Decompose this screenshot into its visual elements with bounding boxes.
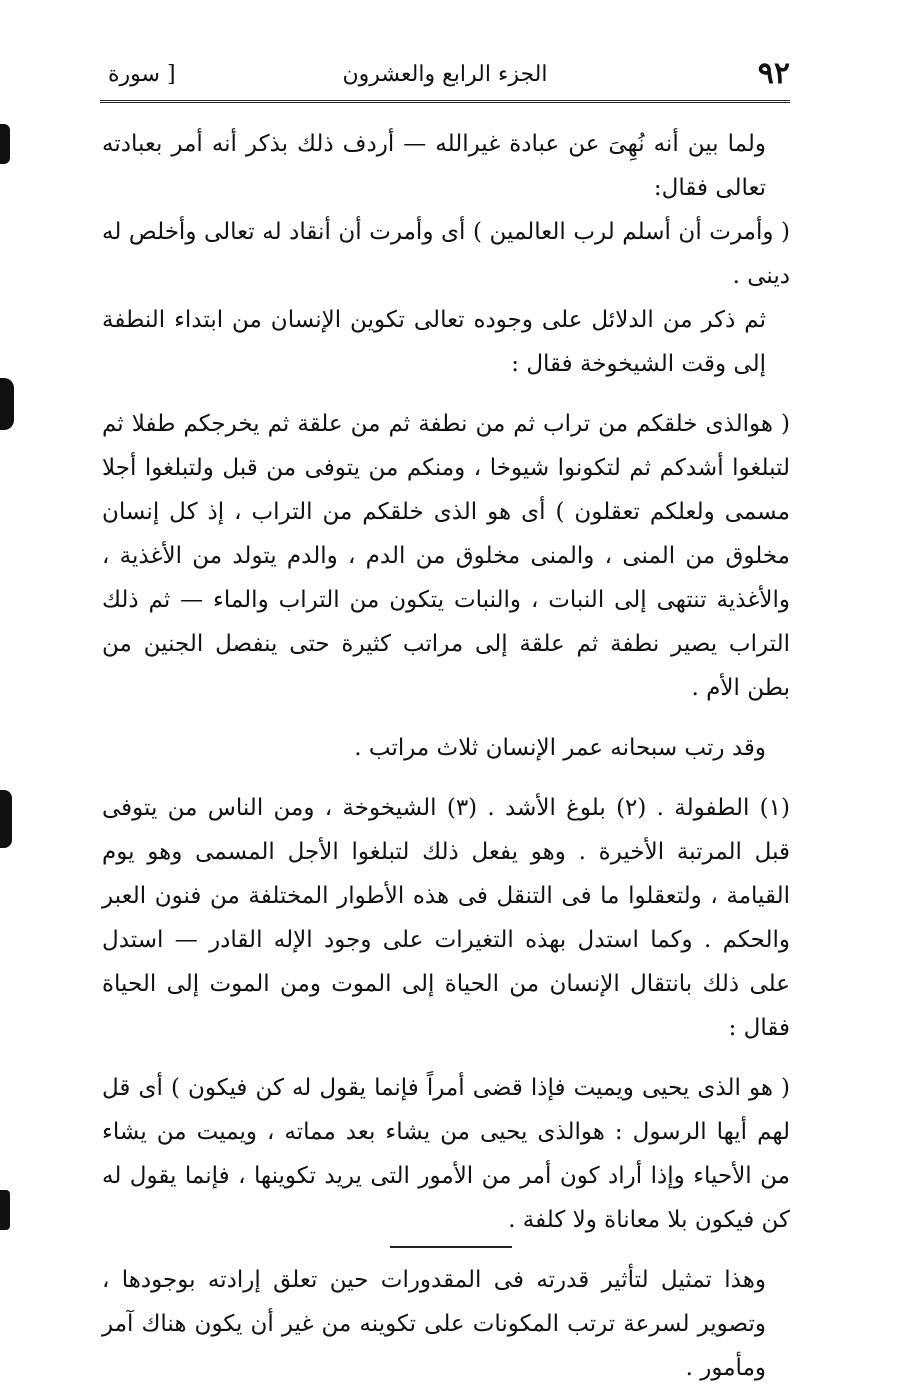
binding-mark <box>0 378 14 430</box>
paragraph: ( هو الذى يحيى ويميت فإذا قضى أمراً فإنما يقول له كن فيكون ) أى قل لهم أيها الرسول : هوالذى يحيى من يشاء بعد مماته ، ويميت من يشاء من الأحياء وإذا أراد كون أمر من الأمور التى يريد تكوينها ، فإنما يقول له كن فيكون بلا معاناة ولا كلفة . <box>102 1075 790 1233</box>
binding-mark <box>0 790 12 848</box>
paragraph: ثم ذكر من الدلائل على وجوده تعالى تكوين الإنسان من ابتداء النطفة إلى وقت الشيخوخة فقال : <box>102 307 766 377</box>
header-rule <box>100 100 790 103</box>
running-title: الجزء الرابع والعشرون <box>342 62 548 87</box>
page-header <box>100 52 790 102</box>
paragraph: وهذا تمثيل لتأثير قدرته فى المقدورات حين تعلق إرادته بوجودها ، وتصوير لسرعة ترتب المكونات على تكوينه من غير أن يكون هناك آمر ومأمور . <box>102 1267 766 1381</box>
paragraph: (١) الطفولة . (٢) بلوغ الأشد . (٣) الشيخوخة ، ومن الناس من يتوفى قبل المرتبة الأخيرة . وهو يفعل ذلك لتبلغوا الأجل المسمى وهو يوم القيامة ، ولتعقلوا ما فى التنقل فى هذه الأطوار المختلفة من فنون العبر والحكم . وكما استدل بهذه التغيرات على وجود الإله القادر — استدل على ذلك بانتقال الإنسان من الحياة إلى الموت ومن الموت إلى الحياة فقال : <box>102 795 790 1041</box>
paragraph: ( هوالذى خلقكم من تراب ثم من نطفة ثم من علقة ثم يخرجكم طفلا ثم لتبلغوا أشدكم ثم لتكونوا شيوخا ، ومنكم من يتوفى من قبل ولتبلغوا أجلا مسمى ولعلكم تعقلون ) أى هو الذى خلقكم من التراب ، إذ كل إنسان مخلوق من المنى ، والمنى مخلوق من الدم ، والدم يتولد من الأغذية ، والأغذية تنتهى إلى النبات ، والنبات يتكون من التراب والماء — ثم ذلك التراب يصير نطفة ثم علقة إلى مراتب كثيرة حتى ينفصل الجنين من بطن الأم . <box>102 411 790 701</box>
end-rule <box>390 1246 512 1248</box>
paragraph: وقد رتب سبحانه عمر الإنسان ثلاث مراتب . <box>354 735 766 761</box>
paragraph: ولما بين أنه نُهِىَ عن عبادة غيرالله — أردف ذلك بذكر أنه أمر بعبادته تعالى فقال: <box>102 131 766 201</box>
page-number: ٩٢ <box>757 56 790 91</box>
binding-mark <box>0 1190 10 1230</box>
binding-mark <box>0 124 10 164</box>
paragraph: ( وأمرت أن أسلم لرب العالمين ) أى وأمرت أن أنقاد له تعالى وأخلص له دينى . <box>102 219 790 289</box>
surah-label: [ سورة <box>108 62 176 87</box>
page-body <box>102 122 790 1390</box>
